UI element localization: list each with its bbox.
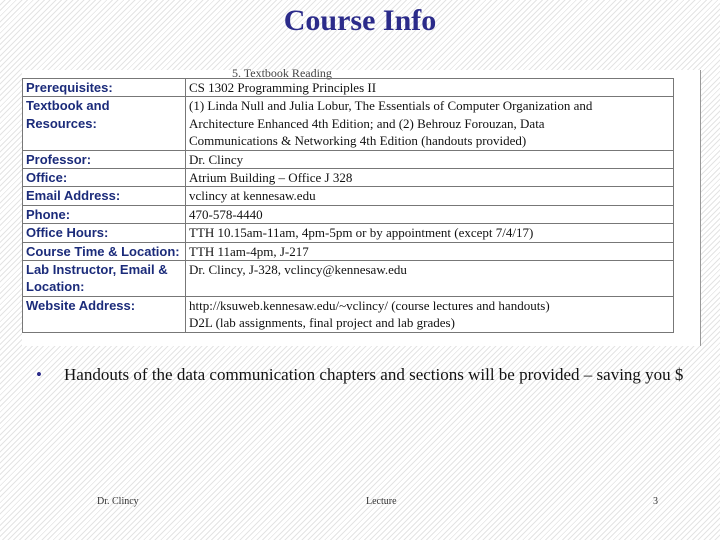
row-value-email: vclincy at kennesaw.edu <box>186 187 674 205</box>
website-line-1: http://ksuweb.kennesaw.edu/~vclincy/ (course lectures and handouts) <box>189 297 550 313</box>
row-label-prerequisites: Prerequisites: <box>23 79 186 97</box>
row-value-course-time: TTH 11am-4pm, J-217 <box>186 242 674 260</box>
table-cut-text: 5. Textbook Reading <box>232 66 332 80</box>
table-row-website <box>23 296 674 332</box>
bullet-text: Handouts of the data communication chapters and sections will be provided – saving you $ <box>64 365 684 384</box>
table-row-lab-instructor <box>23 261 674 297</box>
row-value-website <box>186 296 674 332</box>
table-row-office-hours <box>23 224 674 242</box>
row-value-textbook <box>186 97 674 150</box>
table-row-prerequisites <box>23 79 674 97</box>
course-info-table-image <box>22 66 701 346</box>
row-label-course-time: Course Time & Location: <box>23 242 186 260</box>
table-row-office <box>23 169 674 187</box>
row-label-email: Email Address: <box>23 187 186 205</box>
row-value-prerequisites: CS 1302 Programming Principles II <box>186 79 674 97</box>
table-row-course-time <box>23 242 674 260</box>
table-row-professor <box>23 150 674 168</box>
row-label-website: Website Address: <box>23 296 186 332</box>
course-info-table <box>22 78 674 333</box>
footer-lecture: Lecture <box>366 496 397 507</box>
row-value-office-hours: TTH 10.15am-11am, 4pm-5pm or by appointment (except 7/4/17) <box>186 224 674 242</box>
handouts-bullet <box>36 364 686 385</box>
row-label-office: Office: <box>23 169 186 187</box>
row-value-phone: 470-578-4440 <box>186 205 674 223</box>
footer-author: Dr. Clincy <box>97 496 139 507</box>
slide-title: Course Info <box>283 4 437 37</box>
table-row-textbook <box>23 97 674 150</box>
footer-page-number: 3 <box>653 496 658 507</box>
row-label-phone: Phone: <box>23 205 186 223</box>
row-label-lab-instructor: Lab Instructor, Email & Location: <box>23 261 186 297</box>
textbook-line-3: Communications & Networking 4th Edition (handouts provided) <box>189 133 527 149</box>
table-row-email <box>23 187 674 205</box>
website-line-2: D2L (lab assignments, final project and lab grades) <box>189 315 455 331</box>
bullet-marker: • <box>36 365 42 384</box>
row-label-textbook: Textbook and Resources: <box>23 97 186 150</box>
row-label-professor: Professor: <box>23 150 186 168</box>
row-value-lab-instructor: Dr. Clincy, J-328, vclincy@kennesaw.edu <box>186 261 674 297</box>
textbook-line-2: Architecture Enhanced 4th Edition; and (2) Behrouz Forouzan, Data <box>189 115 545 131</box>
row-value-professor: Dr. Clincy <box>186 150 674 168</box>
textbook-line-1: (1) Linda Null and Julia Lobur, The Essentials of Computer Organization and <box>189 98 593 114</box>
row-label-office-hours: Office Hours: <box>23 224 186 242</box>
table-row-phone <box>23 205 674 223</box>
row-value-office: Atrium Building – Office J 328 <box>186 169 674 187</box>
